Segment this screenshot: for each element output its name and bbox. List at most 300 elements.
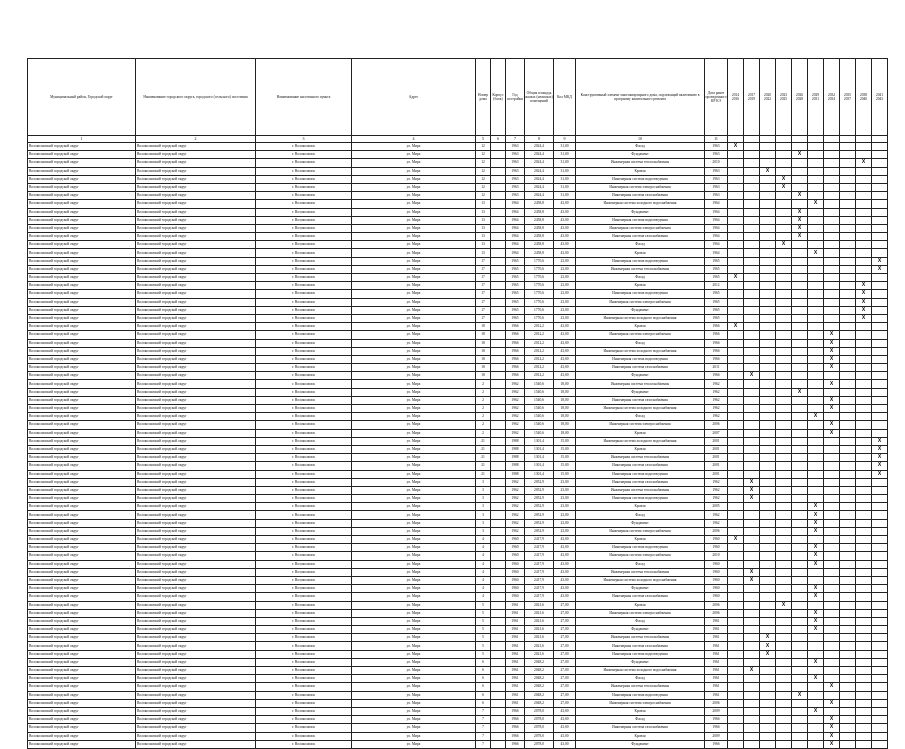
planned-mark: X — [813, 609, 818, 616]
period-cell — [872, 421, 888, 429]
period-cell — [760, 732, 776, 740]
mkd-cell: 23,00 — [554, 290, 576, 298]
element-cell: Инженерная система электроснабжения — [576, 552, 705, 560]
settlement-cell: Волоколамский городской округ — [136, 675, 256, 683]
period-cell — [808, 216, 824, 224]
period-cell — [760, 707, 776, 715]
period-cell — [744, 454, 760, 462]
district-cell: Волоколамский городской округ — [28, 413, 136, 421]
table-row — [28, 167, 888, 175]
element-cell: Кровля — [576, 732, 705, 740]
period-cell — [728, 585, 744, 593]
year-cell: 1964 — [506, 241, 525, 249]
settlement-cell: Волоколамский городской округ — [136, 585, 256, 593]
table-row — [28, 372, 888, 380]
settlement-cell: Волоколамский городской округ — [136, 175, 256, 183]
column-number: 5 — [476, 136, 491, 143]
mkd-cell: 27,00 — [554, 675, 576, 683]
table-row — [28, 576, 888, 584]
period-cell — [856, 626, 872, 634]
element-cell: Инженерная система водоотведения — [576, 290, 705, 298]
mkd-cell: 27,00 — [554, 683, 576, 691]
period-cell — [776, 290, 792, 298]
street-cell: ул. Мира — [352, 732, 476, 740]
period-cell — [872, 274, 888, 282]
planned-mark: X — [877, 265, 882, 272]
element-cell: Инженерная система газоснабжения — [576, 233, 705, 241]
year-cell: 1961 — [506, 609, 525, 617]
year-cell: 1960 — [506, 544, 525, 552]
repair-date-cell: 1963 — [705, 143, 728, 151]
period-cell — [728, 495, 744, 503]
district-cell: Волоколамский городской округ — [28, 364, 136, 372]
period-cell — [840, 519, 856, 527]
planned-mark: X — [813, 519, 818, 526]
period-cell — [744, 617, 760, 625]
period-cell — [728, 437, 744, 445]
period-cell — [776, 511, 792, 519]
period-cell — [856, 699, 872, 707]
year-cell: 1963 — [506, 159, 525, 167]
district-cell: Волоколамский городской округ — [28, 216, 136, 224]
house-number-cell: 4 — [476, 576, 491, 584]
table-row — [28, 716, 888, 724]
period-cell — [744, 413, 760, 421]
district-cell: Волоколамский городской округ — [28, 667, 136, 675]
period-cell — [824, 413, 840, 421]
year-cell: 1966 — [506, 355, 525, 363]
period-cell — [760, 519, 776, 527]
planned-mark: X — [733, 536, 738, 543]
period-cell — [824, 192, 840, 200]
period-cell — [760, 478, 776, 486]
building-cell — [491, 323, 506, 331]
year-cell: 1965 — [506, 290, 525, 298]
district-cell: Волоколамский городской округ — [28, 593, 136, 601]
period-cell — [760, 216, 776, 224]
period-cell — [776, 576, 792, 584]
building-cell — [491, 167, 506, 175]
street-cell: ул. Мира — [352, 601, 476, 609]
period-cell — [824, 732, 840, 740]
planned-mark: X — [781, 601, 786, 608]
repair-date-cell: 2001 — [705, 437, 728, 445]
building-cell — [491, 396, 506, 404]
period-cell — [728, 724, 744, 732]
element-cell: Кровля — [576, 167, 705, 175]
period-cell — [792, 339, 808, 347]
period-cell — [808, 167, 824, 175]
period-cell — [856, 495, 872, 503]
building-cell — [491, 593, 506, 601]
period-cell — [792, 683, 808, 691]
repair-date-cell: 1966 — [705, 323, 728, 331]
district-cell: Волоколамский городской округ — [28, 699, 136, 707]
street-cell: ул. Мира — [352, 233, 476, 241]
locality-cell: г. Волоколамск — [256, 732, 352, 740]
year-cell: 1961 — [506, 675, 525, 683]
street-cell: ул. Мира — [352, 282, 476, 290]
period-cell — [792, 257, 808, 265]
settlement-cell: Волоколамский городской округ — [136, 724, 256, 732]
street-cell: ул. Мира — [352, 257, 476, 265]
period-cell — [808, 192, 824, 200]
building-cell — [491, 216, 506, 224]
building-cell — [491, 405, 506, 413]
period-cell — [856, 372, 872, 380]
period-cell — [840, 208, 856, 216]
period-cell — [792, 421, 808, 429]
period-cell — [808, 503, 824, 511]
area-cell: 2052,9 — [525, 478, 554, 486]
street-cell: ул. Мира — [352, 454, 476, 462]
period-cell — [808, 445, 824, 453]
period-cell — [728, 462, 744, 470]
period-cell — [856, 314, 872, 322]
period-cell — [760, 282, 776, 290]
building-cell — [491, 675, 506, 683]
table-row — [28, 626, 888, 634]
col-period-2014-2016: 2014 2016 — [728, 59, 744, 136]
settlement-cell: Волоколамский городской округ — [136, 683, 256, 691]
building-cell — [491, 601, 506, 609]
period-cell — [728, 323, 744, 331]
period-cell — [792, 732, 808, 740]
period-cell — [808, 675, 824, 683]
period-cell — [824, 159, 840, 167]
district-cell: Волоколамский городской округ — [28, 683, 136, 691]
house-number-cell: 18 — [476, 323, 491, 331]
locality-cell: г. Волоколамск — [256, 683, 352, 691]
locality-cell: г. Волоколамск — [256, 716, 352, 724]
element-cell: Фасад — [576, 511, 705, 519]
element-cell: Фундамент — [576, 388, 705, 396]
column-number: 8 — [525, 136, 554, 143]
period-cell — [792, 617, 808, 625]
element-cell: Инженерная система водоотведения — [576, 355, 705, 363]
table-row — [28, 159, 888, 167]
house-number-cell: 2 — [476, 429, 491, 437]
period-cell — [792, 274, 808, 282]
period-cell — [744, 339, 760, 347]
period-cell — [856, 470, 872, 478]
element-cell: Фасад — [576, 413, 705, 421]
period-cell — [792, 241, 808, 249]
table-row — [28, 724, 888, 732]
repair-date-cell: 1961 — [705, 658, 728, 666]
table-row — [28, 298, 888, 306]
building-cell — [491, 355, 506, 363]
house-number-cell: 6 — [476, 675, 491, 683]
district-cell: Волоколамский городской округ — [28, 314, 136, 322]
period-cell — [824, 306, 840, 314]
period-cell — [744, 167, 760, 175]
period-cell — [792, 331, 808, 339]
period-cell — [840, 282, 856, 290]
period-cell — [808, 740, 824, 748]
period-cell — [824, 675, 840, 683]
period-cell — [840, 593, 856, 601]
table-row — [28, 667, 888, 675]
period-cell — [760, 347, 776, 355]
planned-mark: X — [813, 593, 818, 600]
locality-cell: г. Волоколамск — [256, 626, 352, 634]
repair-date-cell: 2010 — [705, 159, 728, 167]
element-cell: Инженерная система водоотведения — [576, 544, 705, 552]
planned-mark: X — [797, 233, 802, 240]
period-cell — [808, 617, 824, 625]
period-cell — [728, 740, 744, 748]
locality-cell: г. Волоколамск — [256, 609, 352, 617]
year-cell: 1966 — [506, 716, 525, 724]
element-cell: Фасад — [576, 241, 705, 249]
period-cell — [808, 634, 824, 642]
period-cell — [760, 323, 776, 331]
period-cell — [856, 331, 872, 339]
period-cell — [760, 183, 776, 191]
element-cell: Кровля — [576, 536, 705, 544]
mkd-cell: 23,00 — [554, 306, 576, 314]
year-cell: 1962 — [506, 429, 525, 437]
street-cell: ул. Мира — [352, 552, 476, 560]
period-cell — [744, 691, 760, 699]
area-cell: 1770,6 — [525, 298, 554, 306]
mkd-cell: 18,00 — [554, 388, 576, 396]
house-number-cell: 5 — [476, 650, 491, 658]
period-cell — [856, 241, 872, 249]
house-number-cell: 13 — [476, 224, 491, 232]
period-cell — [840, 306, 856, 314]
table-row — [28, 151, 888, 159]
repair-date-cell: 1965 — [705, 290, 728, 298]
repair-date-cell: 1963 — [705, 167, 728, 175]
period-cell — [728, 667, 744, 675]
period-cell — [792, 511, 808, 519]
period-cell — [792, 527, 808, 535]
column-number — [840, 136, 856, 143]
period-cell — [760, 495, 776, 503]
settlement-cell: Волоколамский городской округ — [136, 274, 256, 282]
repair-date-cell: 1961 — [705, 634, 728, 642]
repair-date-cell: 1964 — [705, 208, 728, 216]
period-cell — [792, 650, 808, 658]
period-cell — [776, 732, 792, 740]
house-number-cell: 2 — [476, 405, 491, 413]
planned-mark: X — [861, 290, 866, 297]
period-cell — [792, 626, 808, 634]
district-cell: Волоколамский городской округ — [28, 568, 136, 576]
period-cell — [760, 634, 776, 642]
period-cell — [760, 298, 776, 306]
repair-date-cell: 1965 — [705, 274, 728, 282]
table-row — [28, 470, 888, 478]
column-number — [808, 136, 824, 143]
period-cell — [728, 339, 744, 347]
period-cell — [856, 380, 872, 388]
building-cell — [491, 486, 506, 494]
period-cell — [776, 544, 792, 552]
settlement-cell: Волоколамский городской округ — [136, 192, 256, 200]
period-cell — [808, 396, 824, 404]
period-cell — [760, 396, 776, 404]
period-cell — [840, 167, 856, 175]
table-row — [28, 233, 888, 241]
period-cell — [792, 454, 808, 462]
repair-date-cell: 1960 — [705, 536, 728, 544]
element-cell: Инженерная система холодного водоснабжения — [576, 405, 705, 413]
locality-cell: г. Волоколамск — [256, 347, 352, 355]
element-cell: Фасад — [576, 274, 705, 282]
district-cell: Волоколамский городской округ — [28, 224, 136, 232]
planned-mark: X — [829, 355, 834, 362]
table-row — [28, 568, 888, 576]
planned-mark: X — [733, 143, 738, 150]
period-cell — [872, 151, 888, 159]
year-cell: 1965 — [506, 274, 525, 282]
area-cell: 1770,6 — [525, 265, 554, 273]
year-cell: 1962 — [506, 511, 525, 519]
element-cell: Фасад — [576, 143, 705, 151]
element-cell: Кровля — [576, 282, 705, 290]
period-cell — [824, 249, 840, 257]
col-settlement: Наименование городского округа, городского (сельского) поселения — [136, 59, 256, 136]
column-number — [856, 136, 872, 143]
planned-mark: X — [749, 667, 754, 674]
period-cell — [792, 167, 808, 175]
street-cell: ул. Мира — [352, 364, 476, 372]
element-cell: Фундамент — [576, 306, 705, 314]
house-number-cell: 4 — [476, 552, 491, 560]
settlement-cell: Волоколамский городской округ — [136, 151, 256, 159]
table-row — [28, 511, 888, 519]
period-cell — [840, 298, 856, 306]
table-row — [28, 380, 888, 388]
table-row — [28, 175, 888, 183]
period-cell — [792, 576, 808, 584]
locality-cell: г. Волоколамск — [256, 396, 352, 404]
period-cell — [728, 298, 744, 306]
house-number-cell: 17 — [476, 257, 491, 265]
settlement-cell: Волоколамский городской округ — [136, 233, 256, 241]
area-cell: 2458,8 — [525, 216, 554, 224]
year-cell: 1960 — [506, 585, 525, 593]
street-cell: ул. Мира — [352, 331, 476, 339]
period-cell — [808, 470, 824, 478]
period-cell — [872, 405, 888, 413]
period-cell — [808, 568, 824, 576]
building-cell — [491, 159, 506, 167]
column-number: 1 — [28, 136, 136, 143]
house-number-cell: 3 — [476, 495, 491, 503]
period-cell — [840, 380, 856, 388]
house-number-cell: 12 — [476, 183, 491, 191]
period-cell — [776, 249, 792, 257]
repair-date-cell: 2001 — [705, 445, 728, 453]
repair-date-cell: 2011 — [705, 364, 728, 372]
period-cell — [760, 617, 776, 625]
period-cell — [776, 421, 792, 429]
area-cell: 1540,6 — [525, 380, 554, 388]
period-cell — [760, 274, 776, 282]
planned-mark: X — [813, 626, 818, 633]
period-cell — [728, 536, 744, 544]
period-cell — [824, 527, 840, 535]
area-cell: 2052,9 — [525, 486, 554, 494]
year-cell: 1988 — [506, 445, 525, 453]
repair-date-cell: 1962 — [705, 388, 728, 396]
period-cell — [872, 339, 888, 347]
period-cell — [856, 216, 872, 224]
period-cell — [792, 478, 808, 486]
period-cell — [728, 593, 744, 601]
building-cell — [491, 544, 506, 552]
building-cell — [491, 560, 506, 568]
period-cell — [728, 372, 744, 380]
settlement-cell: Волоколамский городской округ — [136, 355, 256, 363]
area-cell: 1301,4 — [525, 454, 554, 462]
mkd-cell: 31,00 — [554, 159, 576, 167]
table-row — [28, 585, 888, 593]
house-number-cell: 18 — [476, 355, 491, 363]
period-cell — [792, 552, 808, 560]
period-cell — [856, 290, 872, 298]
planned-mark: X — [829, 364, 834, 371]
period-cell — [872, 200, 888, 208]
period-cell — [760, 167, 776, 175]
period-cell — [792, 560, 808, 568]
mkd-cell: 15,00 — [554, 445, 576, 453]
table-row — [28, 314, 888, 322]
area-cell: 2417,9 — [525, 568, 554, 576]
period-cell — [792, 208, 808, 216]
area-cell: 2417,9 — [525, 544, 554, 552]
settlement-cell: Волоколамский городской округ — [136, 626, 256, 634]
district-cell: Волоколамский городской округ — [28, 159, 136, 167]
period-cell — [776, 658, 792, 666]
settlement-cell: Волоколамский городской округ — [136, 282, 256, 290]
period-cell — [776, 691, 792, 699]
period-cell — [792, 667, 808, 675]
year-cell: 1961 — [506, 658, 525, 666]
repair-date-cell: 1964 — [705, 249, 728, 257]
district-cell: Волоколамский городской округ — [28, 691, 136, 699]
district-cell: Волоколамский городской округ — [28, 405, 136, 413]
period-cell — [808, 405, 824, 413]
element-cell: Кровля — [576, 249, 705, 257]
settlement-cell: Волоколамский городской округ — [136, 380, 256, 388]
period-cell — [808, 175, 824, 183]
mkd-cell: 43,00 — [554, 544, 576, 552]
period-cell — [840, 544, 856, 552]
period-cell — [824, 233, 840, 241]
street-cell: ул. Мира — [352, 536, 476, 544]
period-cell — [840, 323, 856, 331]
period-cell — [744, 536, 760, 544]
mkd-cell: 43,00 — [554, 233, 576, 241]
period-cell — [824, 478, 840, 486]
period-cell — [824, 257, 840, 265]
period-cell — [856, 568, 872, 576]
period-cell — [776, 331, 792, 339]
area-cell: 1301,4 — [525, 462, 554, 470]
locality-cell: г. Волоколамск — [256, 241, 352, 249]
repair-date-cell: 1961 — [705, 667, 728, 675]
period-cell — [872, 143, 888, 151]
area-cell: 2458,8 — [525, 224, 554, 232]
district-cell: Волоколамский городской округ — [28, 151, 136, 159]
period-cell — [776, 347, 792, 355]
street-cell: ул. Мира — [352, 740, 476, 748]
